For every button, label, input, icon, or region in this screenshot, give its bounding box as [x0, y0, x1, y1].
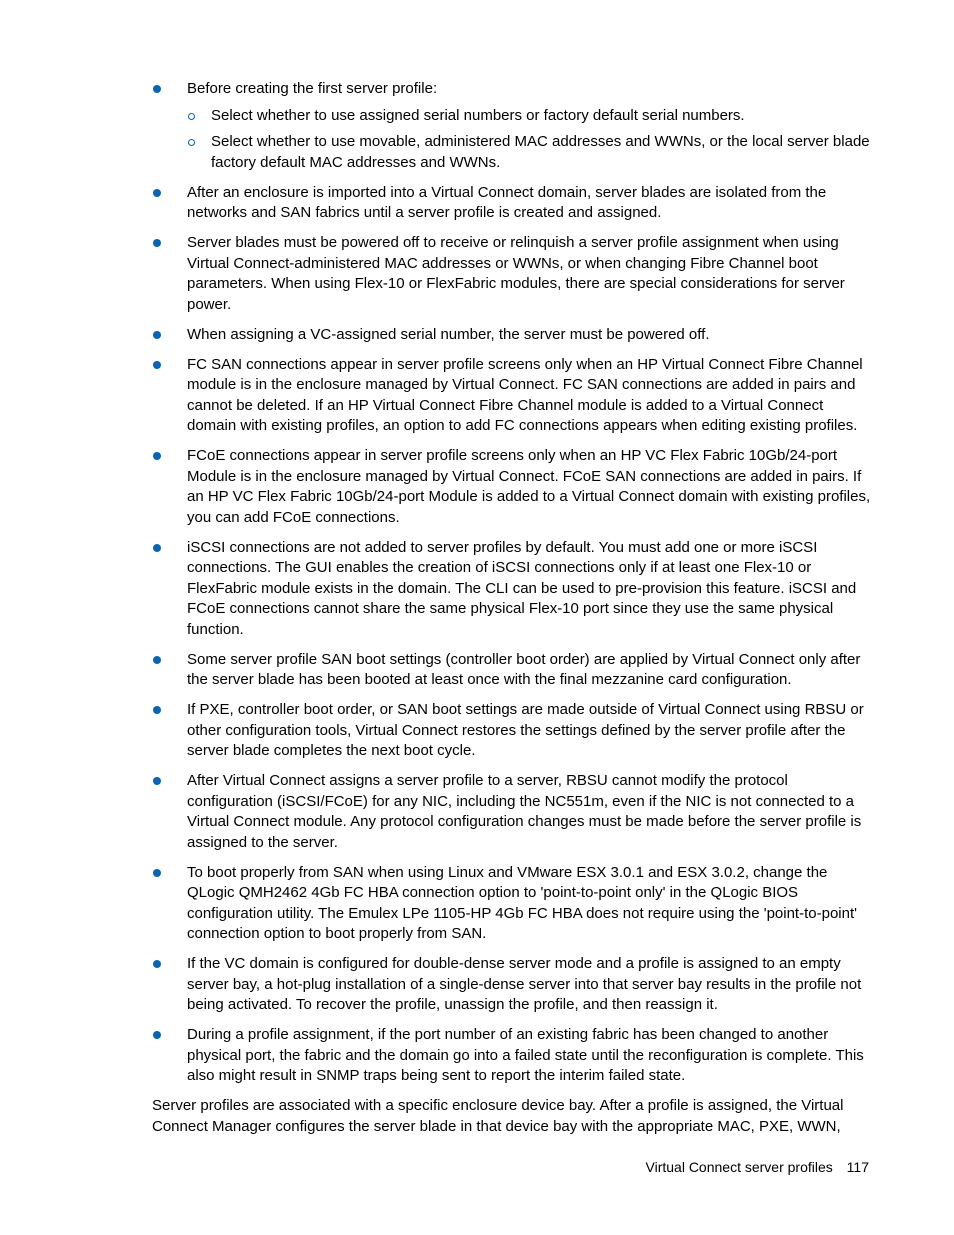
list-item [152, 538, 872, 641]
list-item-text: iSCSI connections are not added to server profiles by default. You must add one or more iSCSI connections. The GUI enables the creation of iSCSI connections only if at least one Flex-10 or FlexFabric module exists in the domain. The CLI can be used to pre-provision this feature. iSCSI and FCoE connections cannot share the same physical Flex-10 port since they use the same physical function. [187, 538, 857, 638]
bullet-icon [153, 544, 161, 552]
list-item [152, 771, 872, 853]
list-item-text: Some server profile SAN boot settings (controller boot order) are applied by Virtual Connect only after the server blade has been booted at least once with the final mezzanine card configuration. [187, 650, 861, 688]
list-item [152, 233, 872, 315]
list-item [152, 325, 872, 346]
list-item [152, 183, 872, 224]
bullet-list [152, 79, 872, 1087]
closing-paragraph: Server profiles are associated with a specific enclosure device bay. After a profile is assigned, the Virtual Connect Manager configures the server blade in that device bay with the appropriate MAC, PXE, WWN, [152, 1097, 844, 1135]
list-item [152, 954, 872, 1016]
page-number: 117 [846, 1159, 869, 1175]
footer-section-title: Virtual Connect server profiles [645, 1159, 833, 1175]
page-body [152, 79, 872, 1137]
list-item-text: After an enclosure is imported into a Virtual Connect domain, server blades are isolated from the networks and SAN fabrics until a server profile is created and assigned. [187, 183, 827, 221]
bullet-icon [153, 189, 161, 197]
bullet-icon [153, 656, 161, 664]
page-footer [646, 1158, 870, 1176]
list-item [152, 355, 872, 437]
list-item-text: To boot properly from SAN when using Linux and VMware ESX 3.0.1 and ESX 3.0.2, change the QLogic QMH2462 4Gb FC HBA connection option to 'point-to-point only' in the QLogic BIOS configuration utility. The Emulex LPe 1105-HP 4Gb FC HBA does not require using the 'point-to-point' connection option to boot properly from SAN. [187, 863, 857, 942]
bullet-icon [153, 85, 161, 93]
list-item-text: Server blades must be powered off to receive or relinquish a server profile assignment when using Virtual Connect-administered MAC addresses or WWNs, or when changing Fibre Channel boot parameters. When using Flex-10 or FlexFabric modules, there are special considerations for server power. [187, 234, 845, 313]
list-item [152, 79, 872, 173]
list-item [152, 1025, 872, 1087]
bullet-icon [153, 960, 161, 968]
circle-bullet-icon [188, 113, 195, 120]
sub-list-item [187, 106, 872, 127]
circle-bullet-icon [188, 139, 195, 146]
sub-list-item-text: Select whether to use movable, administered MAC addresses and WWNs, or the local server blade factory default MAC addresses and WWNs. [211, 133, 870, 171]
bullet-icon [153, 239, 161, 247]
list-item [152, 700, 872, 762]
list-item-text: If PXE, controller boot order, or SAN boot settings are made outside of Virtual Connect using RBSU or other configuration tools, Virtual Connect restores the settings defined by the server profile after the server blade completes the next boot cycle. [187, 701, 864, 759]
bullet-icon [153, 777, 161, 785]
bullet-icon [153, 869, 161, 877]
bullet-icon [153, 706, 161, 714]
list-item-text: During a profile assignment, if the port number of an existing fabric has been changed to another physical port, the fabric and the domain go into a failed state until the reconfiguration is complete. This also might result in SNMP traps being sent to report the interim failed state. [187, 1026, 864, 1084]
sub-list-item [187, 132, 872, 173]
list-item [152, 650, 872, 691]
bullet-icon [153, 452, 161, 460]
bullet-icon [153, 361, 161, 369]
list-item-text: FC SAN connections appear in server profile screens only when an HP Virtual Connect Fibre Channel module is in the enclosure managed by Virtual Connect. FC SAN connections are added in pairs and cannot be deleted. If an HP Virtual Connect Fibre Channel module is added to a Virtual Connect domain with existing profiles, an option to add FC connections appears when editing existing profiles. [187, 355, 863, 434]
list-item-text: FCoE connections appear in server profile screens only when an HP VC Flex Fabric 10Gb/24-port Module is in the enclosure managed by Virtual Connect. FCoE SAN connections are added in pairs. If an HP VC Flex Fabric 10Gb/24-port Module is added to a Virtual Connect domain with existing profiles, you can add FCoE connections. [187, 447, 871, 526]
list-item-text: Before creating the first server profile: [187, 80, 438, 97]
bullet-icon [153, 331, 161, 339]
list-item [152, 863, 872, 945]
list-item-text: If the VC domain is configured for double-dense server mode and a profile is assigned to an empty server bay, a hot-plug installation of a single-dense server into that server bay results in the profile not being activated. To recover the profile, unassign the profile, and then reassign it. [187, 955, 862, 1013]
sub-list [187, 106, 872, 174]
list-item [152, 446, 872, 528]
list-item-text: After Virtual Connect assigns a server profile to a server, RBSU cannot modify the protocol configuration (iSCSI/FCoE) for any NIC, including the NC551m, even if the NIC is not connected to a Virtual Connect module. Any protocol configuration changes must be made before the server profile is assigned to the server. [187, 772, 862, 851]
list-item-text: When assigning a VC-assigned serial number, the server must be powered off. [187, 325, 710, 343]
bullet-icon [153, 1031, 161, 1039]
sub-list-item-text: Select whether to use assigned serial numbers or factory default serial numbers. [211, 106, 745, 124]
